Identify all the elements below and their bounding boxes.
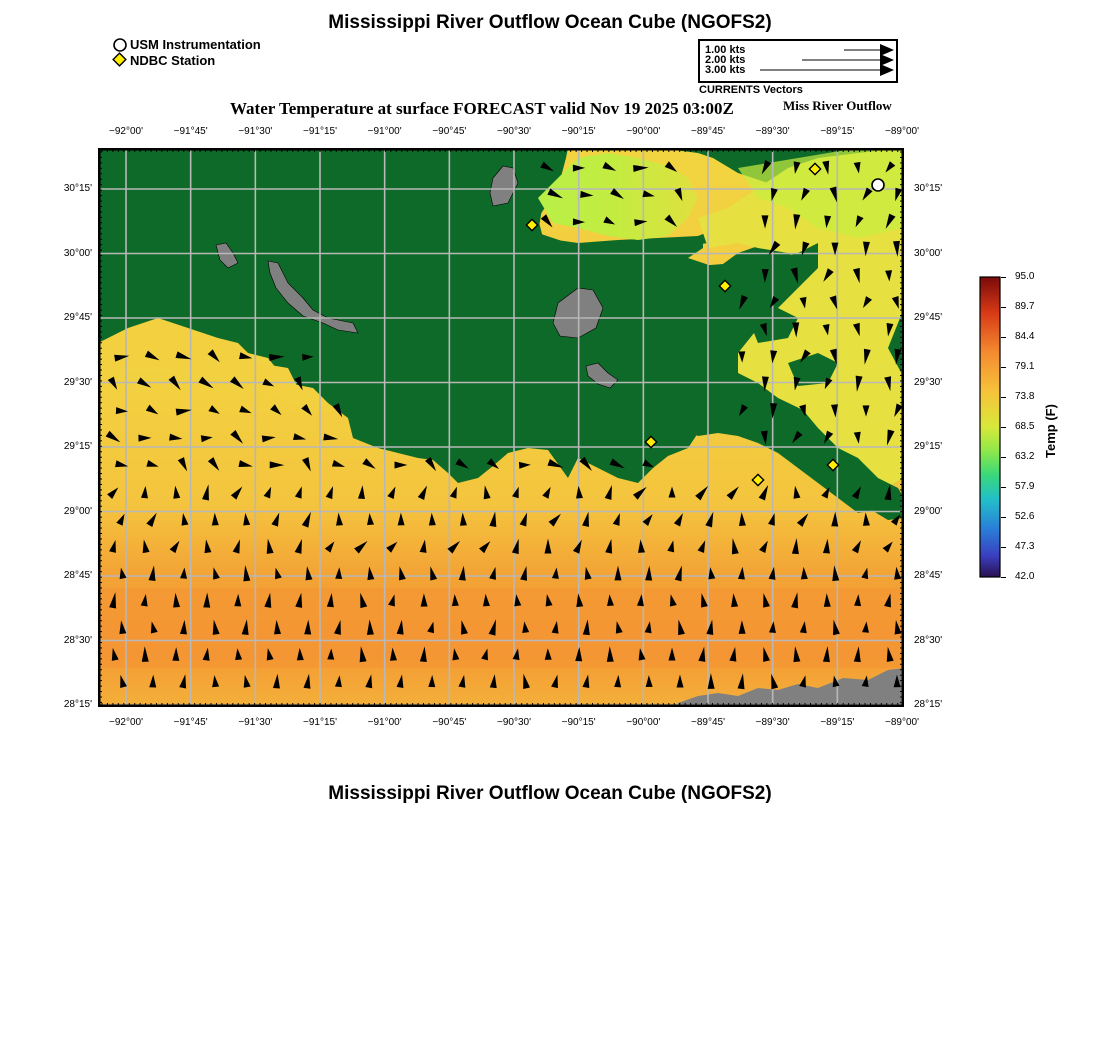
colorbar-tick-mark	[1001, 547, 1006, 548]
colorbar-label: Temp (F)	[1043, 404, 1058, 458]
colorbar-tick-label: 63.2	[1015, 451, 1035, 462]
lat-label: 30°00'	[914, 247, 943, 259]
vector-key-arrows	[700, 41, 896, 81]
colorbar-tick-mark	[1001, 577, 1006, 578]
vector-key-row-3: 3.00 kts	[705, 64, 746, 76]
lon-label: −91°30'	[238, 126, 273, 137]
vector-key-caption: CURRENTS Vectors	[699, 84, 803, 96]
lat-label: 29°45'	[914, 312, 943, 323]
lon-label: −89°00'	[885, 126, 919, 137]
vector-key-row-2: 2.00 kts	[705, 54, 746, 66]
usm-station-marker	[872, 179, 884, 191]
region-label: Miss River Outflow	[783, 98, 892, 113]
colorbar-tick-label: 68.5	[1015, 421, 1035, 432]
lon-label: −91°00'	[367, 126, 402, 137]
lon-label: −90°00'	[626, 126, 661, 137]
lon-label: −89°15'	[820, 717, 855, 728]
ndbc-diamond-icon	[113, 53, 126, 66]
colorbar-tick-mark	[1001, 367, 1006, 368]
legend-ndbc-label: NDBC Station	[130, 53, 216, 68]
lat-label: 30°15'	[63, 183, 92, 194]
map-canvas	[98, 148, 904, 707]
lat-label: 28°30'	[914, 634, 943, 646]
lon-label: −91°15'	[303, 717, 337, 728]
lat-label: 28°15'	[63, 699, 92, 710]
lon-label: −91°45'	[173, 126, 208, 137]
colorbar-tick-mark	[1001, 307, 1006, 308]
lon-label: −89°30'	[755, 717, 790, 728]
lon-label: −91°00'	[367, 717, 402, 728]
vector-key-row-1: 1.00 kts	[705, 44, 746, 56]
legend-symbols	[112, 37, 132, 73]
lon-label: −90°15'	[561, 126, 596, 137]
colorbar-tick-label: 47.3	[1015, 541, 1035, 552]
colorbar-tick-mark	[1001, 457, 1006, 458]
lon-label: −92°00'	[109, 717, 143, 728]
colorbar-tick-label: 73.8	[1015, 391, 1035, 402]
colorbar-tick-mark	[1001, 487, 1006, 488]
lat-label: 30°15'	[914, 183, 943, 194]
colorbar-tick-label: 52.6	[1015, 511, 1035, 522]
lat-label: 30°00'	[63, 247, 92, 259]
lon-label: −91°30'	[238, 717, 273, 728]
colorbar-tick-mark	[1001, 517, 1006, 518]
lon-label: −90°30'	[497, 126, 531, 137]
colorbar	[978, 276, 1002, 580]
lon-label: −89°30'	[755, 126, 790, 137]
lon-label: −89°45'	[691, 717, 725, 728]
map-title: Mississippi River Outflow Ocean Cube (NGOFS2)	[328, 12, 772, 33]
lat-label: 29°30'	[914, 376, 943, 388]
lon-label: −90°15'	[561, 717, 596, 728]
lat-label: 29°15'	[63, 441, 92, 452]
colorbar-tick-mark	[1001, 427, 1006, 428]
lon-label: −92°00'	[109, 126, 143, 137]
lat-label: 29°45'	[63, 312, 92, 323]
lon-label: −89°00'	[885, 717, 919, 728]
colorbar-tick-mark	[1001, 277, 1006, 278]
lat-label: 29°00'	[914, 505, 943, 517]
colorbar-tick-label: 95.0	[1015, 271, 1035, 282]
lon-label: −90°00'	[626, 717, 661, 728]
lat-label: 28°45'	[63, 570, 92, 581]
vector-key-box	[698, 39, 898, 83]
lon-label: −90°30'	[497, 717, 531, 728]
colorbar-tick-label: 84.4	[1015, 331, 1035, 342]
colorbar-tick-label: 89.7	[1015, 301, 1035, 312]
colorbar-tick-label: 42.0	[1015, 571, 1035, 582]
map-subtitle: Water Temperature at surface FORECAST valid Nov 19 2025 03:00Z	[230, 99, 734, 118]
lat-label: 28°45'	[914, 570, 943, 581]
colorbar-tick-mark	[1001, 397, 1006, 398]
map-title-bottom: Mississippi River Outflow Ocean Cube (NGOFS2)	[328, 783, 772, 804]
lon-label: −91°45'	[173, 717, 208, 728]
lat-label: 28°30'	[63, 634, 92, 646]
colorbar-tick-label: 57.9	[1015, 481, 1035, 492]
lat-label: 29°15'	[914, 441, 943, 452]
lat-label: 28°15'	[914, 699, 943, 710]
lon-label: −91°15'	[303, 126, 337, 137]
usm-circle-icon	[114, 39, 126, 51]
lon-label: −89°45'	[691, 126, 725, 137]
lon-label: −90°45'	[432, 717, 467, 728]
legend-usm-label: USM Instrumentation	[130, 37, 261, 52]
lat-label: 29°00'	[63, 505, 92, 517]
lon-label: −90°45'	[432, 126, 467, 137]
colorbar-tick-mark	[1001, 337, 1006, 338]
colorbar-tick-label: 79.1	[1015, 361, 1035, 372]
lon-label: −89°15'	[820, 126, 855, 137]
lat-label: 29°30'	[63, 376, 92, 388]
